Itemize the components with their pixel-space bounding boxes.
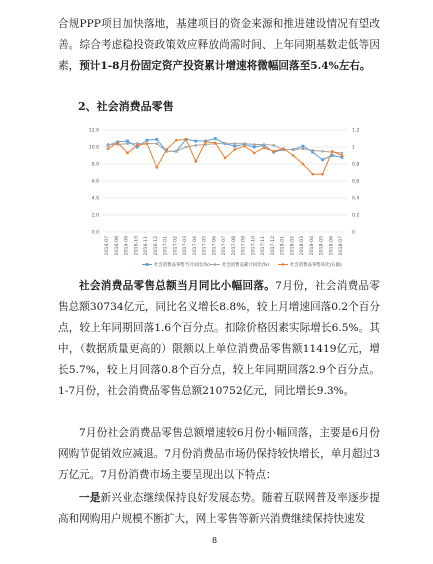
legend-marker [146,263,149,266]
data-point [194,160,197,163]
retail-sales-chart [80,122,370,272]
page-number: 8 [212,536,218,545]
data-point [185,138,188,141]
y-left-tick-label: 8.0 [91,162,99,168]
data-point [126,152,129,155]
data-point [292,148,295,151]
data-point [155,166,158,169]
data-point [214,137,217,140]
data-point [321,173,324,176]
data-point [311,173,314,176]
data-point [311,149,314,152]
x-tick-label: 2017-10 [251,236,257,256]
y-right-tick-label: 0.8 [352,162,360,168]
x-tick-label: 2016-08 [114,236,120,256]
x-tick-label: 2017-06 [212,236,218,256]
legend-label: 社会消费品零售当月同比(%) [154,263,210,268]
y-left-tick-label: 2.0 [91,213,99,219]
x-tick-label: 2017-11 [261,236,266,256]
data-point [126,140,129,143]
x-tick-label: 2018-03 [300,236,305,256]
data-point [233,142,236,145]
x-tick-label: 2017-04 [192,236,198,256]
legend-label: 社会消费品零售环比(右轴) [290,263,342,268]
data-point [243,142,246,145]
section-heading: 2、社会消费品零售 [78,100,174,113]
data-point [194,144,197,147]
feature-one-text: 新兴业态继续保持良好发展态势。随着互联网普及率逐步提高和网购用户规模不断扩大，网上零售等新兴消费继续保持快速发 [58,492,381,525]
data-point [204,141,207,144]
data-point [136,144,139,147]
legend-label: 社会消费品累计同比(%) [222,263,270,268]
x-tick-label: 2018-04 [309,236,315,256]
data-point [146,142,149,145]
y-right-tick-label: 1.2 [352,128,360,134]
y-right-tick-label: 1 [352,145,355,151]
data-point [272,144,275,147]
legend-marker [282,263,285,266]
data-point [321,150,324,153]
x-tick-label: 2017-09 [241,236,247,256]
data-point [165,148,168,151]
paragraph-investment [58,14,380,77]
data-point [302,145,305,148]
data-point [253,143,256,146]
x-tick-label: 2016-12 [153,236,159,256]
x-tick-label: 2017-02 [173,236,179,256]
chart-svg [80,122,370,272]
y-right-tick-label: 0.6 [352,179,360,185]
y-left-tick-label: 12.0 [88,128,99,134]
paragraph-feature-one [58,488,380,530]
x-tick-label: 2017-07 [222,236,227,256]
y-left-tick-label: 10.0 [88,145,99,151]
data-point [253,146,256,149]
data-point [263,143,266,146]
x-tick-label: 2016-07 [105,236,110,256]
data-point [233,145,236,148]
x-tick-label: 2018-07 [339,236,344,256]
x-tick-label: 2017-08 [231,236,237,256]
data-point [224,142,227,145]
x-tick-label: 2017-01 [163,236,169,256]
data-point [107,143,110,146]
data-point [214,141,217,144]
investment-forecast: 预计1-8月份固定资产投资累计增速将微幅回落至5.4%左右。 [79,60,371,72]
feature-one-lead: 一是 [79,492,101,504]
data-point [302,147,305,150]
y-left-tick-label: 0.0 [91,230,99,236]
y-right-tick-label: 0.2 [352,213,360,219]
data-point [282,147,285,150]
data-point [155,138,158,141]
x-tick-label: 2018-01 [280,236,286,256]
x-tick-label: 2016-10 [134,236,140,256]
x-tick-label: 2017-03 [183,236,188,256]
data-point [253,152,256,155]
data-point [321,158,324,161]
data-point [331,150,334,153]
x-tick-label: 2018-02 [290,236,296,256]
data-point [224,157,227,160]
legend-marker [214,263,217,266]
data-point [243,145,246,148]
y-right-tick-label: 0 [352,230,355,236]
x-tick-label: 2017-05 [202,236,208,256]
y-left-tick-label: 6.0 [91,179,99,185]
data-point [116,141,119,144]
x-tick-label: 2017-12 [270,236,276,256]
data-point [146,139,149,142]
data-point [272,150,275,153]
y-right-tick-label: 0.4 [352,196,360,202]
data-point [155,142,158,145]
data-point [263,147,266,150]
data-point [194,140,197,143]
data-point [185,146,188,149]
y-left-tick-label: 4.0 [91,196,99,202]
x-tick-label: 2018-05 [319,236,325,256]
x-tick-label: 2016-09 [124,236,130,256]
investment-text: 合规PPP项目加快落地，基建项目的资金来源和推进建设情况有望改善。综合考虑稳投资政策效应释放尚需时间、上年同期基数走低等因素， [58,18,380,72]
retail-summary-lead: 社会消费品零售总额当月同比小幅回落。 [79,280,276,292]
x-tick-label: 2018-06 [329,236,335,256]
x-tick-label: 2016-11 [144,236,149,256]
paragraph-retail-analysis: 7月份社会消费品零售总额增速较6月份小幅回落，主要是6月份网购节促销效应减退。7月份消费品市场仍保持较快增长，单月超过3万亿元。7月份消费市场主要呈现出以下特点： [58,427,380,481]
data-point [175,139,178,142]
data-point [175,150,178,153]
retail-summary-text: 7月份，社会消费品零售总额30734亿元，同比名义增长8.8%，较上月增速回落0.2个百分点，较上年同期回落1.6个百分点。扣除价格因素实际增长6.5%。其中，（数据质量更高的）限额以上单位消费品零售额11419亿元，增长5.7%，较上月回落0.8个百分点，较上年同期回落2.9个百分点。1-7月份，社会消费品零售总额210752亿元，同比增长9.3%。 [58,280,380,397]
data-point [302,163,305,166]
data-point [341,152,344,155]
data-point [126,142,129,145]
data-point [107,147,110,150]
data-point [341,154,344,157]
data-point [233,148,236,151]
data-point [292,154,295,157]
paragraph-retail-summary [58,276,380,402]
